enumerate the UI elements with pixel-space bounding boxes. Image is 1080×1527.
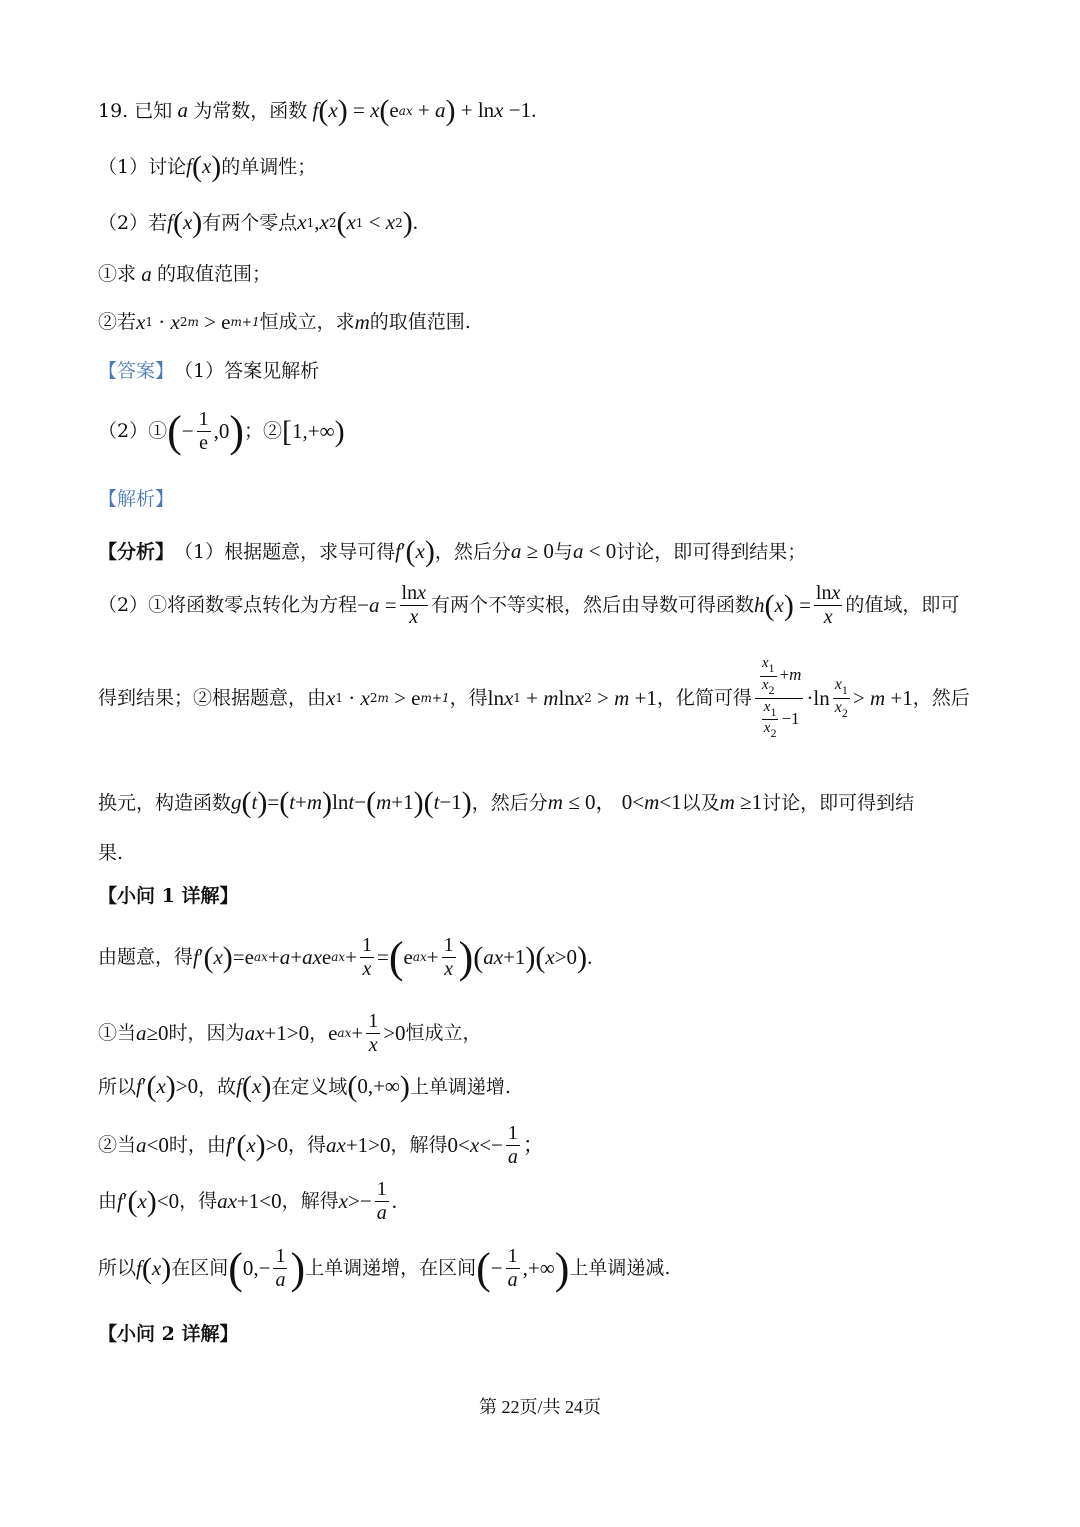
q1-line-4: ②当 a <0 时，由 f ′ ( x ) >0 ，得 ax +1>0 ，解得 0< x <− $\frac{1}{a}$ ； bbox=[98, 1122, 544, 1168]
q1-line-2: ①当 a ≥0 时，因为 ax +1>0 ， e ax + $\frac{1}{x}$ >0 恒成立， bbox=[98, 1010, 482, 1056]
q1-heading: 【小问 1 详解】 bbox=[98, 885, 239, 907]
analysis-line-2: （2）①将函数零点转化为方程 − a = $\frac{\ln x}{x}$ 有两个不等实根，然后由导数可得函数 h ( x ) = $\frac{\ln x}{x}$ 的值域，即可 bbox=[98, 582, 960, 628]
problem-stem: 19. 已知 a 为常数，函数 f ( x ) = x ( e ax + a ) + ln x −1. bbox=[98, 94, 537, 127]
analysis-line-3: 得到结果；②根据题意，由 x 1 · x 2 m > e m+1 ，得 ln x 1 + m ln x 2 > m +1 ，化简可得 $\frac{x_1}{x_2}$ +m $\frac{x_1}{x_2}$ −1 ·ln $\frac{x_1}{x_2}$ > m +1 ，然后 bbox=[98, 655, 970, 741]
q1-line-1: 由题意，得 f ′ ( x ) =e ax + a + ax e ax + $\frac{1}{x}$ = ( e ax + $\frac{1}{x}$ ) ( ax +1 )( x >0 ) . bbox=[98, 932, 593, 982]
analysis-tag-line bbox=[98, 488, 982, 511]
answer-line-1: 【答案】 （1）答案见解析 bbox=[98, 360, 320, 382]
part2-question: （2）若 f ( x ) 有两个零点 x 1 , x 2 ( x 1 < x 2 ) . bbox=[98, 206, 418, 239]
analysis-line-5: 果. bbox=[98, 842, 124, 864]
part1-question: （1）讨论 f ( x ) 的单调性； bbox=[98, 150, 317, 183]
problem-number: 19. bbox=[98, 99, 129, 122]
analysis-line-1: 【分析】 （1）根据题意，求导可得 f ′ ( x ) ，然后分 a ≥ 0 与 a < 0 讨论，即可得到结果； bbox=[98, 535, 807, 568]
page-footer: 第 22页/共 24页 bbox=[478, 1397, 601, 1417]
answer-tag: 【答案】 bbox=[98, 360, 175, 382]
analysis-line-4: 换元，构造函数 g ( t ) = ( t + m ) ln t − ( m +1 )( t −1 ) ，然后分 m ≤ 0， 0< m <1 以及 m ≥1 讨论，即可得到结 bbox=[98, 786, 915, 819]
q1-line-6: 所以 f ( x ) 在区间 ( 0,− $\frac{1}{a}$ ) 上单调递增，在区间 ( − $\frac{1}{a}$ ,+∞ ) 上单调递减. bbox=[98, 1243, 671, 1293]
q2-heading: 【小问 2 详解】 bbox=[98, 1323, 239, 1345]
sub-question-2: ②若 x 1 · x 2 m > e m+1 恒成立，求 m 的取值范围. bbox=[98, 310, 471, 334]
q1-line-5: 由 f ′ ( x ) <0 ，得 ax +1<0 ，解得 x >− $\frac{1}{a}$ . bbox=[98, 1178, 397, 1224]
analysis-tag: 【解析】 bbox=[98, 488, 175, 510]
q1-line-3: 所以 f ′ ( x ) >0 ，故 f ( x ) 在定义域 ( 0,+∞ ) 上单调递增. bbox=[98, 1070, 511, 1103]
answer-line-2: （2）① ( − $\frac{1}{e}$ ,0 ) ；② [ 1,+∞ ) bbox=[98, 406, 345, 456]
sub-question-1: ①求 a 的取值范围； bbox=[98, 262, 272, 286]
